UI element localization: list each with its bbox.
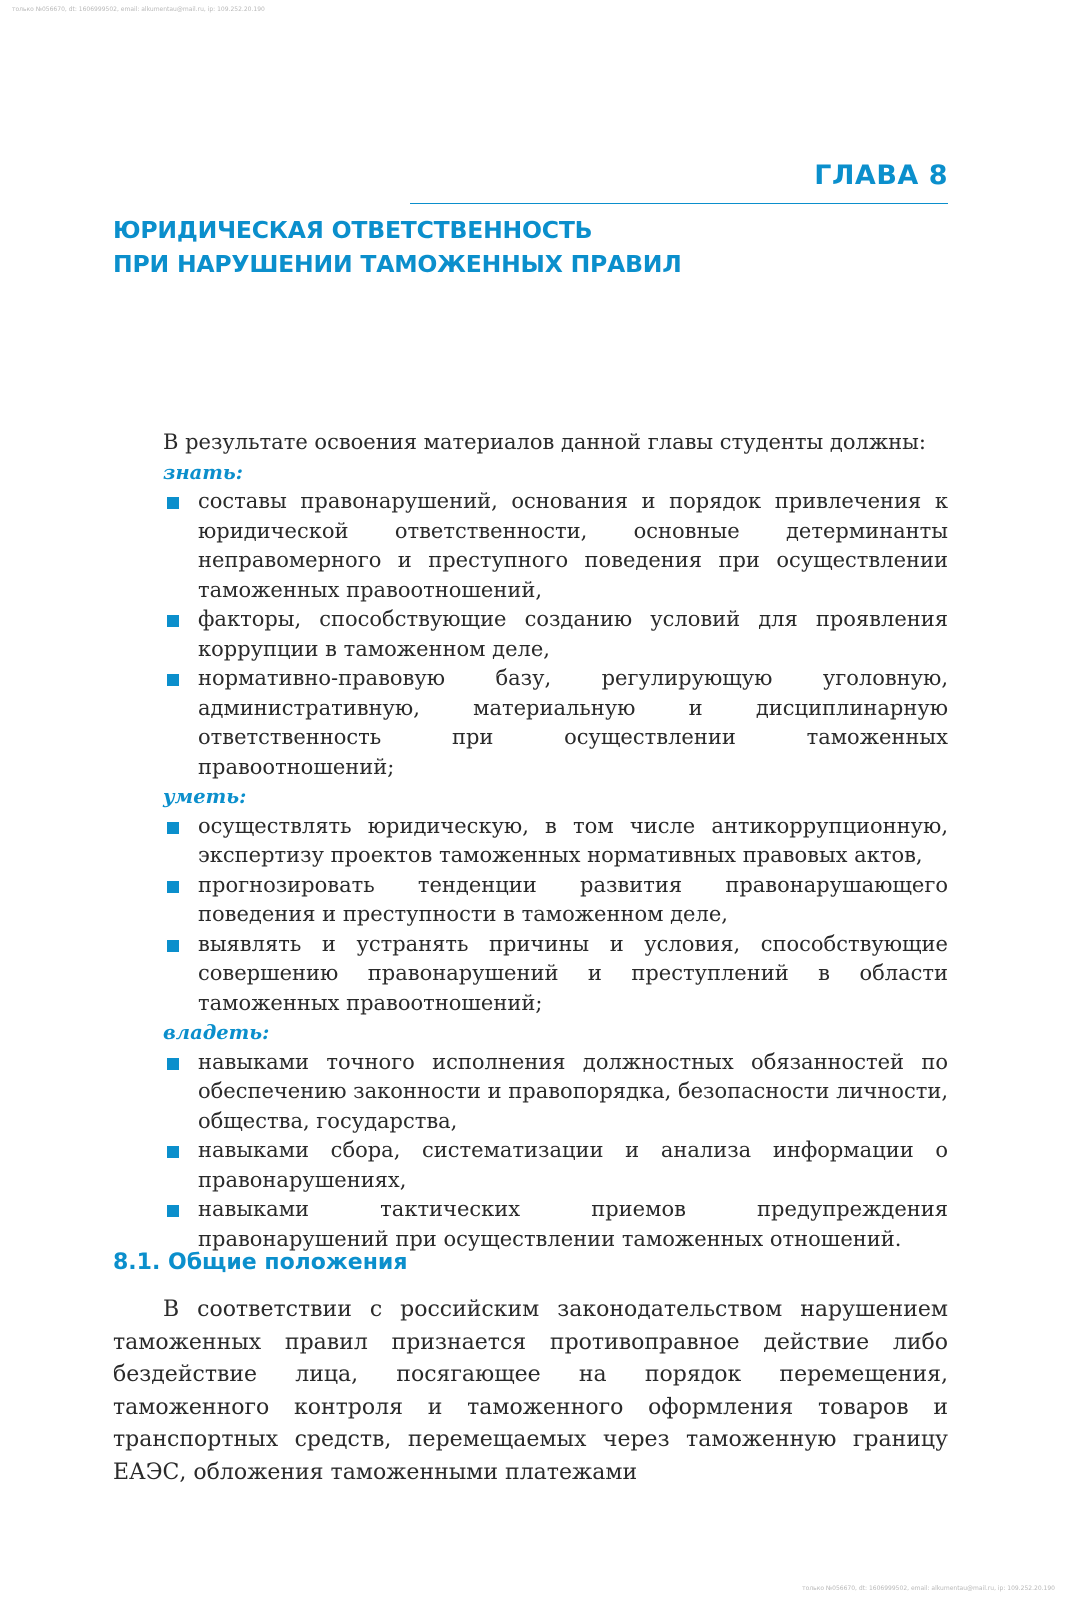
list-item bbox=[163, 812, 948, 871]
list-item bbox=[163, 664, 948, 782]
chapter-rule bbox=[410, 203, 948, 204]
square-bullet-icon bbox=[167, 674, 179, 686]
square-bullet-icon bbox=[167, 1146, 179, 1158]
master-list bbox=[163, 1048, 948, 1255]
square-bullet-icon bbox=[167, 822, 179, 834]
chapter-title bbox=[113, 213, 953, 281]
learning-outcomes bbox=[163, 428, 948, 1254]
square-bullet-icon bbox=[167, 615, 179, 627]
watermark-bottom: только №056670, dt: 1606999502, email: alkumentau@mail.ru, ip: 109.252.20.190 bbox=[802, 1585, 1055, 1592]
watermark-top: только №056670, dt: 1606999502, email: alkumentau@mail.ru, ip: 109.252.20.190 bbox=[12, 6, 265, 13]
list-item bbox=[163, 1048, 948, 1137]
section-title: 8.1. Общие положения bbox=[113, 1250, 408, 1275]
square-bullet-icon bbox=[167, 1205, 179, 1217]
list-item-text: навыками тактических приемов предупреждения правонарушений при осуществлении таможенных отношений. bbox=[198, 1197, 948, 1251]
outcomes-intro: В результате освоения материалов данной главы студенты должны: bbox=[163, 430, 926, 454]
list-item-text: нормативно-правовую базу, регулирующую уголовную, административную, материальную и дисциплинарную ответственность при осуществлении таможенных правоотношений; bbox=[198, 666, 948, 779]
square-bullet-icon bbox=[167, 1058, 179, 1070]
list-item bbox=[163, 871, 948, 930]
square-bullet-icon bbox=[167, 497, 179, 509]
square-bullet-icon bbox=[167, 940, 179, 952]
list-item-text: составы правонарушений, основания и порядок привлечения к юридической ответственности, основные детерминанты неправомерного и преступного поведения при осуществлении таможенных правоотношений, bbox=[198, 489, 948, 602]
category-know-label: знать: bbox=[163, 460, 243, 484]
chapter-title-line-1: ЮРИДИЧЕСКАЯ ОТВЕТСТВЕННОСТЬ bbox=[113, 216, 593, 244]
can-list bbox=[163, 812, 948, 1019]
category-master-label: владеть: bbox=[163, 1021, 270, 1044]
list-item bbox=[163, 930, 948, 1019]
list-item bbox=[163, 605, 948, 664]
list-item-text: факторы, способствующие созданию условий для проявления коррупции в таможенном деле, bbox=[198, 607, 948, 661]
category-can-label: уметь: bbox=[163, 785, 247, 808]
chapter-label: ГЛАВА 8 bbox=[814, 160, 948, 191]
list-item-text: навыками сбора, систематизации и анализа информации о правонарушениях, bbox=[198, 1138, 948, 1192]
section-paragraph: В соответствии с российским законодательством нарушением таможенных правил признается противоправное действие либо бездействие лица, посягающее на порядок перемещения, таможенного контроля и таможенного оформления товаров и транспортных средств, перемещаемых через таможенную границу ЕАЭС, обложения таможенными платежами bbox=[113, 1297, 948, 1485]
know-list bbox=[163, 487, 948, 782]
list-item bbox=[163, 1136, 948, 1195]
list-item bbox=[163, 1195, 948, 1254]
chapter-title-line-2: ПРИ НАРУШЕНИИ ТАМОЖЕННЫХ ПРАВИЛ bbox=[113, 250, 682, 278]
square-bullet-icon bbox=[167, 881, 179, 893]
list-item-text: осуществлять юридическую, в том числе антикоррупционную, экспертизу проектов таможенных нормативных правовых актов, bbox=[198, 813, 948, 867]
list-item bbox=[163, 487, 948, 605]
list-item-text: навыками точного исполнения должностных обязанностей по обеспечению законности и правопорядка, безопасности личности, общества, государства, bbox=[198, 1049, 948, 1133]
list-item-text: прогнозировать тенденции развития правонарушающего поведения и преступности в таможенном деле, bbox=[198, 872, 948, 926]
list-item-text: выявлять и устранять причины и условия, способствующие совершению правонарушений и преступлений в области таможенных правоотношений; bbox=[198, 931, 948, 1015]
